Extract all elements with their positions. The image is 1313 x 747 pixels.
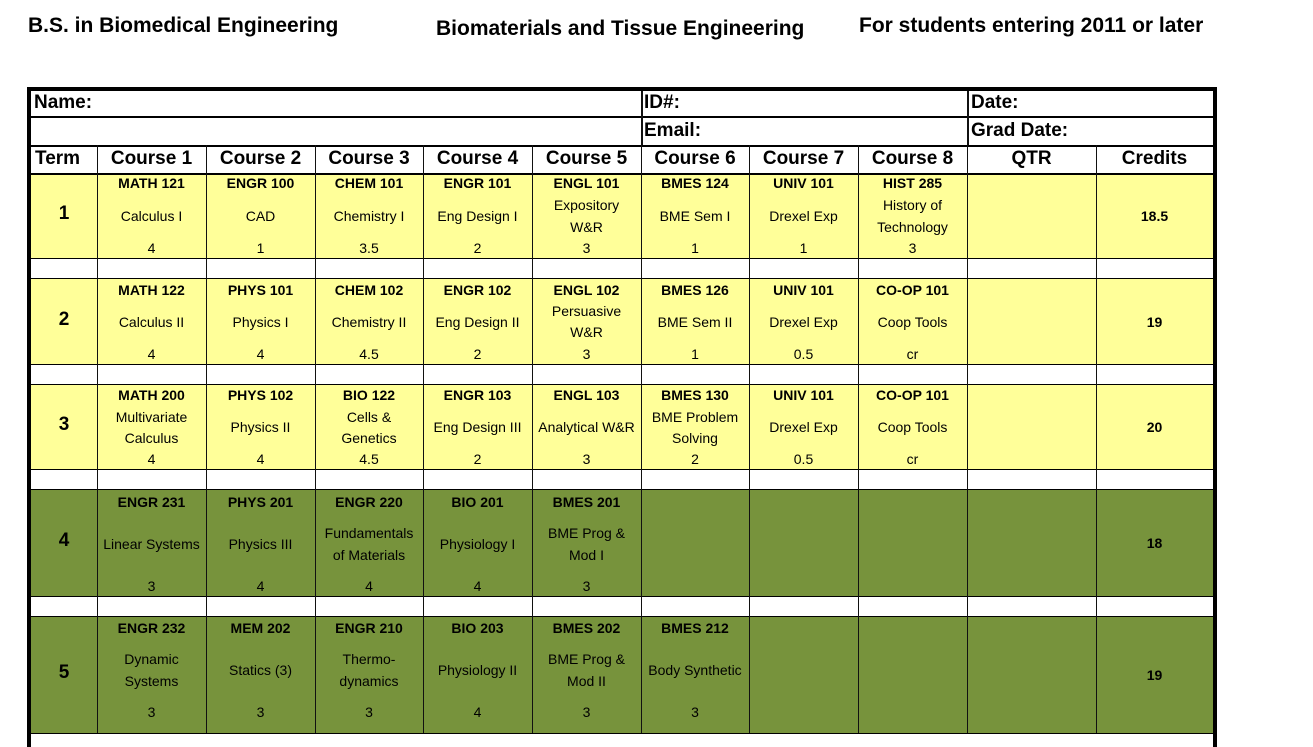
course-credits: 4 — [256, 346, 265, 362]
course-credits: 2 — [473, 346, 482, 362]
term-number: 1 — [58, 202, 70, 224]
term-credits: 19 — [1146, 313, 1163, 330]
course-title: BME Problem — [651, 409, 739, 425]
course-code: HIST 285 — [882, 175, 943, 191]
course-title: Analytical W&R — [538, 419, 635, 435]
term-number: 2 — [58, 308, 70, 330]
course-title: CAD — [245, 208, 276, 224]
column-header: Course 5 — [545, 148, 628, 169]
course-code: ENGR 101 — [443, 175, 512, 191]
course-title: Persuasive — [551, 303, 622, 319]
course-credits: 0.5 — [793, 346, 814, 362]
course-code: BIO 203 — [451, 620, 504, 636]
course-code: BMES 201 — [552, 494, 621, 510]
course-title: Coop Tools — [877, 314, 948, 330]
course-code: ENGR 102 — [443, 282, 512, 298]
program-title: B.S. in Biomedical Engineering — [28, 14, 339, 37]
course-code: PHYS 201 — [227, 494, 294, 510]
email-label: Email: — [644, 120, 702, 141]
course-credits: 4 — [365, 578, 373, 594]
course-title: Technology — [877, 219, 948, 235]
course-code: UNIV 101 — [773, 175, 834, 191]
term-credits: 19 — [1146, 667, 1163, 683]
course-credits: 3 — [582, 704, 591, 720]
course-credits: 2 — [473, 240, 482, 256]
course-title: Calculus — [124, 430, 179, 446]
course-code: ENGR 210 — [335, 620, 403, 636]
column-header: Course 6 — [654, 148, 736, 169]
course-code: ENGL 103 — [553, 387, 620, 403]
course-title: dynamics — [339, 673, 399, 689]
course-credits: 2 — [691, 451, 699, 467]
course-title: Physics I — [232, 314, 289, 330]
course-code: ENGR 100 — [226, 175, 295, 191]
course-credits: 1 — [799, 240, 808, 256]
course-credits: 4 — [473, 578, 482, 594]
course-title: Physiology II — [437, 662, 518, 678]
course-title: Coop Tools — [877, 419, 948, 435]
course-title: Dynamic — [124, 651, 179, 667]
column-header: Course 7 — [762, 148, 845, 169]
name-label: Name: — [34, 92, 93, 113]
term-number: 5 — [58, 662, 70, 683]
course-title: Fundamentals — [324, 525, 414, 541]
course-title: of Materials — [332, 547, 406, 563]
course-code: CHEM 101 — [334, 175, 404, 191]
course-title: Physiology I — [439, 536, 516, 552]
course-code: CO-OP 101 — [876, 282, 949, 298]
course-title: Physics III — [228, 536, 293, 552]
course-code: BIO 122 — [342, 387, 396, 403]
course-code: MATH 121 — [118, 175, 185, 191]
course-code: UNIV 101 — [773, 282, 834, 298]
course-title: Mod II — [567, 673, 606, 689]
course-title: BME Prog & — [547, 651, 626, 667]
column-header: Course 3 — [328, 148, 410, 169]
course-code: BIO 201 — [451, 494, 504, 510]
course-title: Multivariate — [115, 409, 188, 425]
column-header: Course 2 — [219, 148, 302, 169]
course-title: Solving — [672, 430, 718, 446]
concentration-title: Biomaterials and Tissue Engineering — [436, 17, 805, 40]
course-code: UNIV 101 — [773, 387, 834, 403]
course-credits: 4.5 — [359, 346, 379, 362]
course-code: MATH 200 — [118, 387, 185, 403]
column-header: Credits — [1121, 148, 1188, 169]
course-code: BMES 130 — [661, 387, 729, 403]
course-code: ENGR 220 — [335, 494, 403, 510]
course-credits: 1 — [691, 240, 699, 256]
course-code: BMES 124 — [661, 175, 729, 191]
course-code: MATH 122 — [118, 282, 185, 298]
table-frame — [27, 87, 1217, 747]
course-credits: 0.5 — [793, 451, 814, 467]
course-title: W&R — [570, 324, 603, 340]
course-code: MEM 202 — [230, 620, 291, 636]
course-title: Body Synthetic — [648, 662, 742, 678]
course-credits: 4 — [147, 240, 156, 256]
grad-date-label: Grad Date: — [971, 120, 1069, 141]
course-credits: 4 — [147, 346, 156, 362]
course-code: ENGR 232 — [117, 620, 186, 636]
course-code: CO-OP 101 — [876, 387, 949, 403]
course-title: Eng Design III — [433, 419, 522, 435]
course-title: Drexel Exp — [769, 419, 838, 435]
course-title: Calculus II — [118, 314, 185, 330]
course-credits: 1 — [256, 240, 265, 256]
course-code: CHEM 102 — [334, 282, 404, 298]
term-credits: 18.5 — [1140, 207, 1169, 224]
course-credits: 3 — [691, 704, 699, 720]
course-credits: 2 — [473, 451, 482, 467]
course-credits: 3.5 — [359, 240, 379, 256]
course-title: Systems — [124, 673, 179, 689]
course-credits: 4 — [256, 578, 265, 594]
course-credits: 3 — [582, 578, 591, 594]
course-code: BMES 212 — [661, 620, 729, 636]
course-title: Cells & — [346, 409, 392, 425]
course-title: Eng Design II — [435, 314, 520, 330]
course-credits: 3 — [256, 704, 265, 720]
column-header: QTR — [1011, 148, 1052, 169]
term-credits: 20 — [1146, 419, 1163, 435]
course-code: PHYS 102 — [227, 387, 294, 403]
course-title: Calculus I — [120, 208, 183, 224]
course-title: Drexel Exp — [769, 314, 838, 330]
course-title: Linear Systems — [103, 536, 200, 552]
course-code: ENGR 231 — [117, 494, 186, 510]
course-credits: 3 — [582, 346, 591, 362]
term-credits: 18 — [1146, 535, 1163, 551]
course-credits: 4 — [473, 704, 482, 720]
cohort-note: For students entering 2011 or later — [859, 14, 1204, 37]
column-header: Course 1 — [110, 148, 193, 169]
term-number: 4 — [58, 530, 70, 551]
course-title: Chemistry II — [331, 314, 407, 330]
course-title: BME Sem I — [659, 208, 731, 224]
course-title: Thermo- — [342, 651, 396, 667]
course-credits: 3 — [582, 240, 591, 256]
term-number: 3 — [58, 414, 70, 435]
column-header: Term — [35, 148, 81, 169]
column-header: Course 8 — [871, 148, 954, 169]
course-title: Physics II — [230, 419, 291, 435]
id-label: ID#: — [644, 92, 680, 113]
course-code: BMES 202 — [552, 620, 621, 636]
course-title: Drexel Exp — [769, 208, 838, 224]
course-title: Eng Design I — [437, 208, 518, 224]
course-title: Expository — [553, 197, 620, 213]
course-credits: 3 — [365, 704, 373, 720]
course-title: Chemistry I — [333, 208, 405, 224]
course-credits: 3 — [582, 451, 591, 467]
course-credits: 1 — [691, 346, 699, 362]
course-title: History of — [882, 197, 943, 213]
course-credits: cr — [906, 451, 919, 467]
course-title: BME Sem II — [657, 314, 733, 330]
course-title: Mod I — [568, 547, 604, 563]
course-credits: 4 — [147, 451, 156, 467]
course-credits: 3 — [147, 578, 156, 594]
course-title: W&R — [570, 219, 603, 235]
course-code: ENGR 103 — [443, 387, 512, 403]
course-credits: 4 — [256, 451, 265, 467]
course-code: PHYS 101 — [227, 282, 294, 298]
course-title: Statics (3) — [228, 662, 292, 678]
course-credits: cr — [906, 346, 919, 362]
course-credits: 4.5 — [359, 451, 379, 467]
course-code: ENGL 101 — [553, 175, 620, 191]
course-title: BME Prog & — [547, 525, 626, 541]
course-title: Genetics — [341, 430, 397, 446]
course-code: ENGL 102 — [553, 282, 620, 298]
course-credits: 3 — [908, 240, 917, 256]
date-label: Date: — [971, 92, 1019, 113]
course-credits: 3 — [147, 704, 156, 720]
course-code: BMES 126 — [661, 282, 729, 298]
column-header: Course 4 — [436, 148, 519, 169]
